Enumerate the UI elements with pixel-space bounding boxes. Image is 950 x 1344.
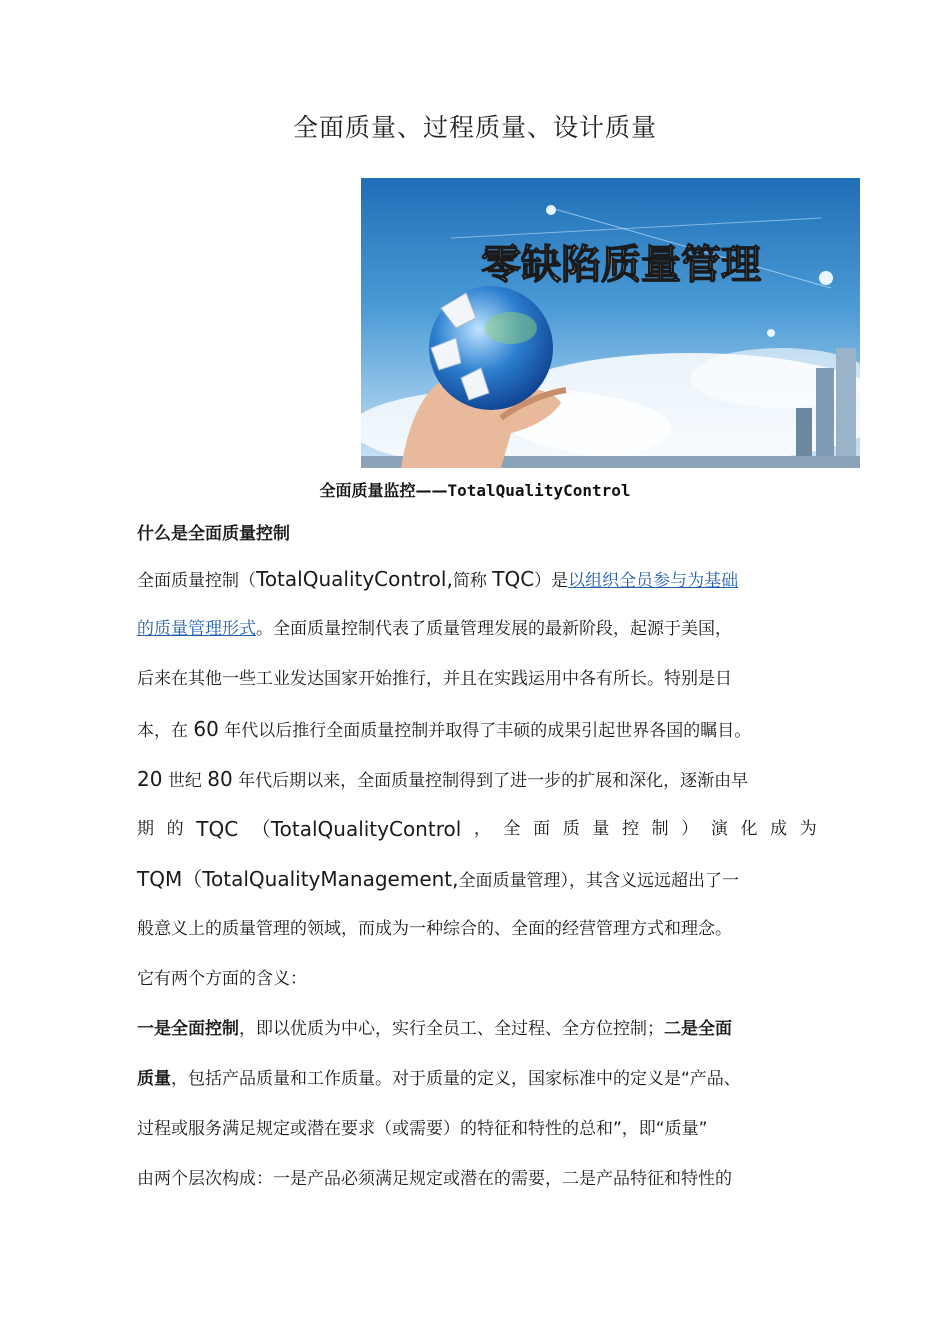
caption-cn: 全面质量监控—— bbox=[319, 481, 448, 500]
paragraph-line-justified: 期 的 TQC （TotalQualityControl ， 全 面 质 量 控 制 ） 演 化 成 为 bbox=[137, 817, 817, 841]
image-caption bbox=[0, 478, 950, 501]
paragraph-line: 质量，包括产品质量和工作质量。对于质量的定义，国家标准中的定义是“产品、 bbox=[137, 1069, 741, 1089]
paragraph-line: 后来在其他一些工业发达国家开始推行，并且在实践运用中各有所长。特别是日 bbox=[137, 669, 732, 689]
section-heading: 什么是全面质量控制 bbox=[137, 524, 290, 544]
paragraph-line: 的质量管理形式。全面质量控制代表了质量管理发展的最新阶段，起源于美国， bbox=[137, 619, 732, 639]
paragraph-line: 由两个层次构成：一是产品必须满足规定或潜在的需要，二是产品特征和特性的 bbox=[137, 1169, 732, 1189]
paragraph-line: 般意义上的质量管理的领域，而成为一种综合的、全面的经营管理方式和理念。 bbox=[137, 919, 732, 939]
paragraph-line: 全面质量控制（TotalQualityControl,简称 TQC）是以组织全员参与为基础 bbox=[137, 567, 739, 591]
paragraph-line: 它有两个方面的含义： bbox=[137, 969, 307, 989]
paragraph-line: 20 世纪 80 年代后期以来，全面质量控制得到了进一步的扩展和深化，逐渐由早 bbox=[137, 767, 749, 791]
paragraph-line: TQM（TotalQualityManagement,全面质量管理），其含义远远超出了一 bbox=[137, 867, 739, 891]
term-link[interactable]: 以组织全员参与为基础 bbox=[568, 571, 739, 591]
paragraph-line: 过程或服务满足规定或潜在要求（或需要）的特征和特性的总和”，即“质量” bbox=[137, 1119, 708, 1139]
document-title: 全面质量、过程质量、设计质量 bbox=[292, 113, 657, 142]
paragraph-line: 一是全面控制，即以优质为中心，实行全员工、全过程、全方位控制；二是全面 bbox=[137, 1019, 732, 1039]
hero-banner-text: 零缺陷质量管理 bbox=[481, 241, 761, 288]
caption-en: TotalQualityControl bbox=[447, 481, 631, 500]
term-link-continued[interactable]: 的质量管理形式 bbox=[137, 619, 256, 639]
hero-image bbox=[361, 178, 860, 468]
paragraph-line: 本，在 60 年代以后推行全面质量控制并取得了丰硕的成果引起世界各国的瞩目。 bbox=[137, 717, 752, 741]
